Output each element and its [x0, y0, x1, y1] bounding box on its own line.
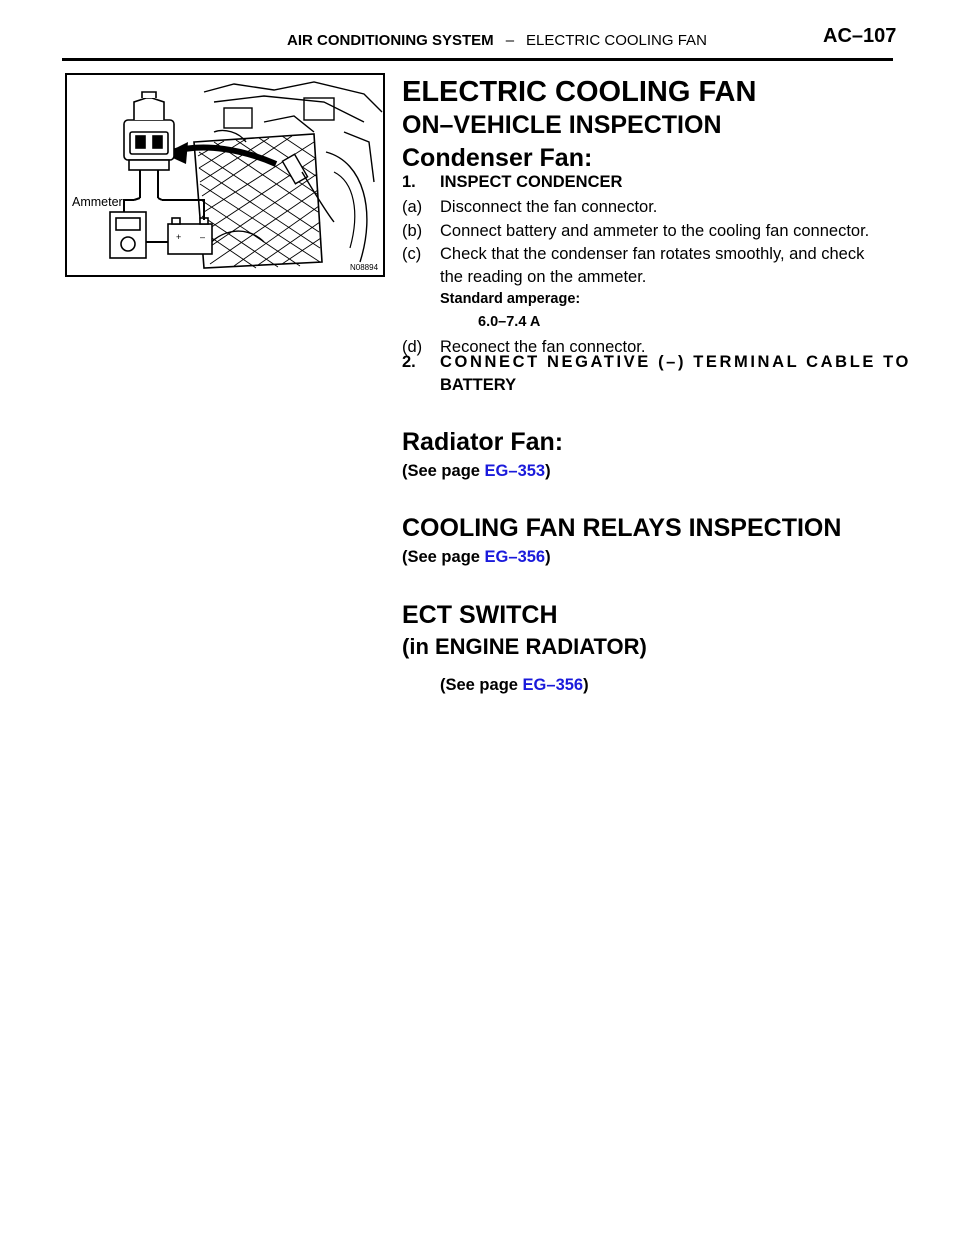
see-page-suffix: ): [545, 548, 551, 566]
see-page-prefix: (See page: [402, 462, 485, 480]
step-c-text-line-1: Check that the condenser fan rotates smoothly, and check: [440, 245, 865, 263]
relays-page-link[interactable]: EG–356: [484, 548, 546, 566]
header-section: AIR CONDITIONING SYSTEM: [287, 32, 494, 49]
step-c-text-line-2: the reading on the ammeter.: [440, 268, 647, 286]
cooling-fan-relays-heading: COOLING FAN RELAYS INSPECTION: [402, 514, 842, 542]
step-d-number: (d): [402, 338, 423, 356]
condenser-fan-test-illustration: [64, 72, 386, 278]
step-2-text-line-2: BATTERY: [440, 376, 517, 394]
relays-reference: [402, 548, 551, 567]
see-page-prefix: (See page: [402, 548, 485, 566]
step-a-text: Disconnect the fan connector.: [440, 198, 658, 216]
step-b-number: (b): [402, 222, 423, 240]
radiator-fan-reference: [402, 462, 551, 481]
step-1-text: INSPECT CONDENCER: [440, 173, 623, 191]
see-page-suffix: ): [583, 676, 589, 694]
ect-switch-heading: ECT SWITCH: [402, 601, 558, 629]
standard-amperage-value: 6.0–7.4 A: [478, 314, 541, 330]
step-1-number: 1.: [402, 173, 416, 191]
ect-reference: [440, 676, 589, 695]
condenser-fan-heading: Condenser Fan:: [402, 144, 593, 172]
step-2-number: 2.: [402, 353, 416, 371]
step-a-number: (a): [402, 198, 423, 216]
step-c-number: (c): [402, 245, 422, 263]
see-page-prefix: (See page: [440, 676, 523, 694]
step-d-text: Reconect the fan connector.: [440, 338, 646, 356]
section-heading-on-vehicle: ON–VEHICLE INSPECTION: [402, 111, 722, 139]
ammeter-label: Ammeter: [72, 195, 123, 209]
ect-switch-subheading: (in ENGINE RADIATOR): [402, 634, 647, 659]
page-title: ELECTRIC COOLING FAN: [402, 76, 757, 108]
see-page-suffix: ): [545, 462, 551, 480]
svg-text:+: +: [176, 232, 182, 242]
figure-code: N08894: [350, 263, 379, 272]
header-subsection: ELECTRIC COOLING FAN: [526, 32, 707, 49]
header-rule: [62, 58, 893, 61]
header-separator: –: [505, 32, 515, 49]
step-2-text-line-1: CONNECT NEGATIVE (–) TERMINAL CABLE TO: [440, 353, 911, 371]
radiator-page-link[interactable]: EG–353: [484, 462, 546, 480]
radiator-fan-heading: Radiator Fan:: [402, 428, 564, 456]
standard-amperage-label: Standard amperage:: [440, 291, 581, 307]
ect-page-link[interactable]: EG–356: [522, 676, 584, 694]
running-header: [287, 32, 707, 49]
illustration-drawing: [64, 72, 386, 278]
page-number: AC–107: [823, 25, 897, 47]
svg-text:–: –: [200, 232, 206, 242]
step-b-text: Connect battery and ammeter to the cooling fan connector.: [440, 222, 870, 240]
